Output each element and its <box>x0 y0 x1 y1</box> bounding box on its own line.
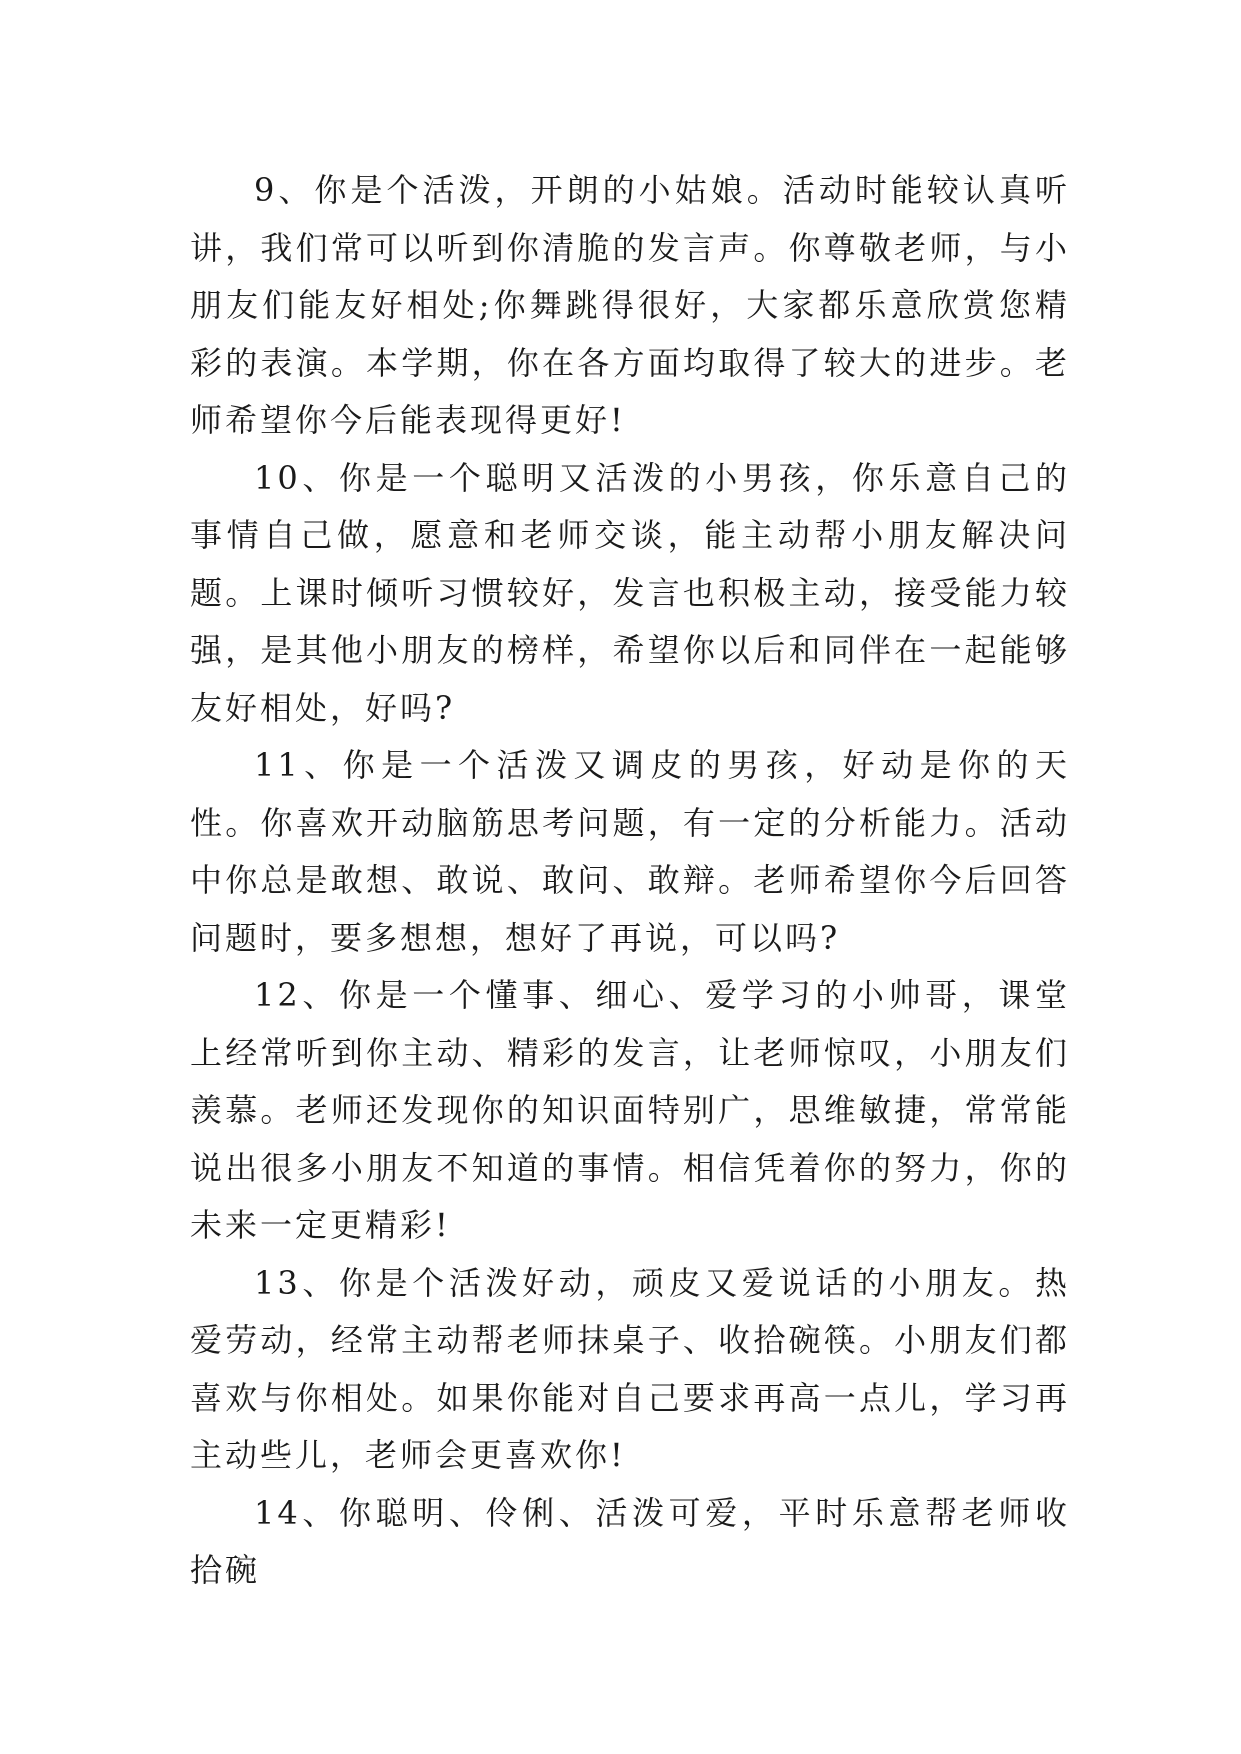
paragraph-10: 10、你是一个聪明又活泼的小男孩，你乐意自己的事情自己做，愿意和老师交谈，能主动帮小朋友解决问题。上课时倾听习惯较好，发言也积极主动，接受能力较强，是其他小朋友的榜样，希望你以后和同伴在一起能够友好相处，好吗? <box>190 458 1070 727</box>
paragraph-11: 11、你是一个活泼又调皮的男孩，好动是你的天性。你喜欢开动脑筋思考问题，有一定的分析能力。活动中你总是敢想、敢说、敢问、敢辩。老师希望你今后回答问题时，要多想想，想好了再说，可以吗? <box>190 746 1070 957</box>
paragraph-14: 14、你聪明、伶俐、活泼可爱，平时乐意帮老师收拾碗 <box>190 1493 1070 1589</box>
paragraph-9: 9、你是个活泼，开朗的小姑娘。活动时能较认真听讲，我们常可以听到你清脆的发言声。你尊敬老师，与小朋友们能友好相处;你舞跳得很好，大家都乐意欣赏您精彩的表演。本学期，你在各方面均取得了较大的进步。老师希望你今后能表现得更好! <box>190 171 1070 439</box>
document-body <box>190 162 1070 1600</box>
paragraph-13: 13、你是个活泼好动，顽皮又爱说话的小朋友。热爱劳动，经常主动帮老师抹桌子、收拾碗筷。小朋友们都喜欢与你相处。如果你能对自己要求再高一点儿，学习再主动些儿，老师会更喜欢你! <box>190 1263 1070 1474</box>
paragraph-12: 12、你是一个懂事、细心、爱学习的小帅哥，课堂上经常听到你主动、精彩的发言，让老师惊叹，小朋友们羡慕。老师还发现你的知识面特别广，思维敏捷，常常能说出很多小朋友不知道的事情。相信凭着你的努力，你的未来一定更精彩! <box>190 976 1070 1244</box>
